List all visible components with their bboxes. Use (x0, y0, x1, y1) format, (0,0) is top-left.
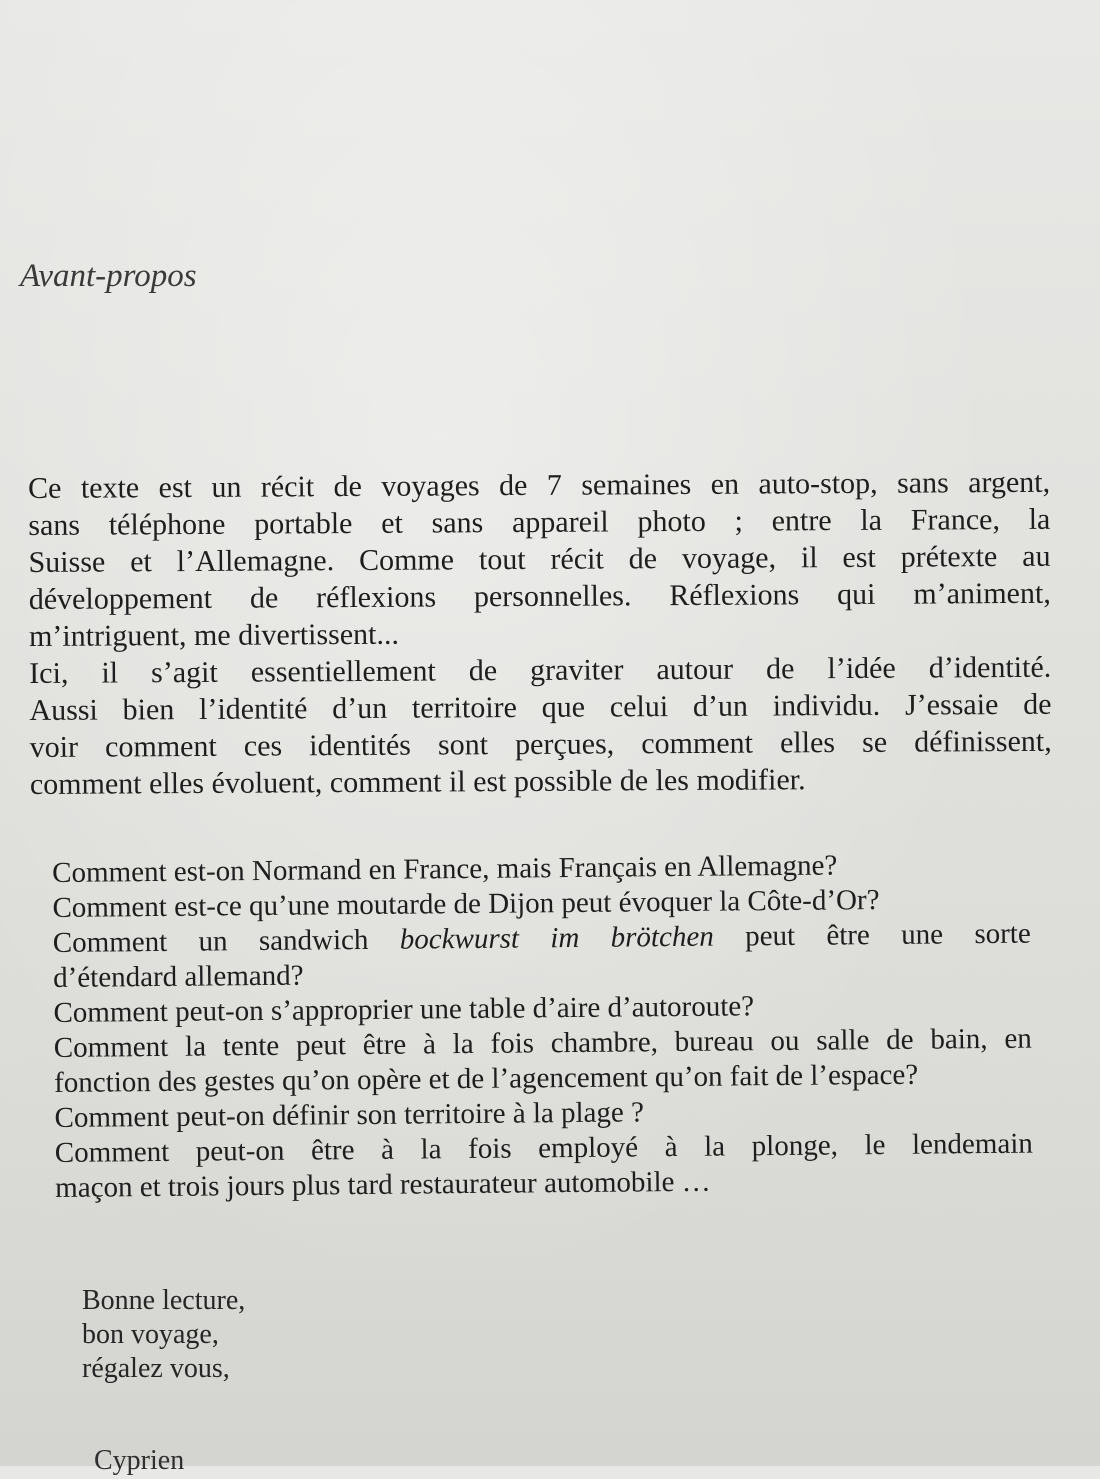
intro-line: Ici, il s’agit essentiellement de graviter autour de l’idée d’identité. (29, 650, 1052, 690)
question-item-continuation: d’étendard allemand? (53, 959, 304, 994)
author-signature: Cyprien (94, 1445, 185, 1476)
question-item: Comment peut-on définir son territoire à la plage ? (54, 1096, 645, 1134)
question-text: Comment un sandwich (52, 923, 400, 959)
intro-paragraph (28, 464, 1052, 803)
closing-line: bon voyage, (82, 1319, 219, 1350)
closing-lines (82, 1284, 245, 1386)
intro-line: voir comment ces identités sont perçues, comment elles se définissent, (29, 724, 1052, 764)
closing-line: régalez vous, (82, 1353, 230, 1384)
question-item-continuation: maçon et trois jours plus tard restaurateur automobile … (55, 1165, 711, 1204)
section-heading: Avant-propos (20, 258, 197, 294)
intro-line: développement de réflexions personnelles. Réflexions qui m’animent, (28, 576, 1051, 616)
intro-line: Suisse et l’Allemagne. Comme tout récit de voyage, il est prétexte au (28, 539, 1051, 579)
question-item: Comment est-ce qu’une moutarde de Dijon peut évoquer la Côte-d’Or? (52, 884, 880, 924)
intro-line: m’intriguent, me divertissent... (28, 617, 400, 653)
question-item-continuation: fonction des gestes qu’on opère et de l’agencement qu’on fait de l’espace? (54, 1058, 919, 1099)
question-item: Comment la tente peut être à la fois chambre, bureau ou salle de bain, en (53, 1022, 1032, 1064)
closing-line: Bonne lecture, (82, 1285, 246, 1316)
intro-line: comment elles évoluent, comment il est possible de les modifier. (29, 763, 806, 801)
question-emphasis: bockwurst im brötchen (399, 920, 714, 956)
question-item: Comment peut-on être à la fois employé à la plonge, le lendemain (54, 1127, 1033, 1169)
questions-list (52, 847, 1033, 1206)
question-text: peut être une sorte (713, 917, 1031, 953)
intro-line: Ce texte est un récit de voyages de 7 semaines en auto-stop, sans argent, (28, 465, 1051, 505)
intro-line: sans téléphone portable et sans appareil photo ; entre la France, la (28, 502, 1051, 542)
question-item: Comment est-on Normand en France, mais Français en Allemagne? (52, 849, 838, 889)
intro-line: Aussi bien l’identité d’un territoire que celui d’un individu. J’essaie de (29, 687, 1052, 727)
question-item: Comment peut-on s’approprier une table d’aire d’autoroute? (53, 990, 755, 1029)
